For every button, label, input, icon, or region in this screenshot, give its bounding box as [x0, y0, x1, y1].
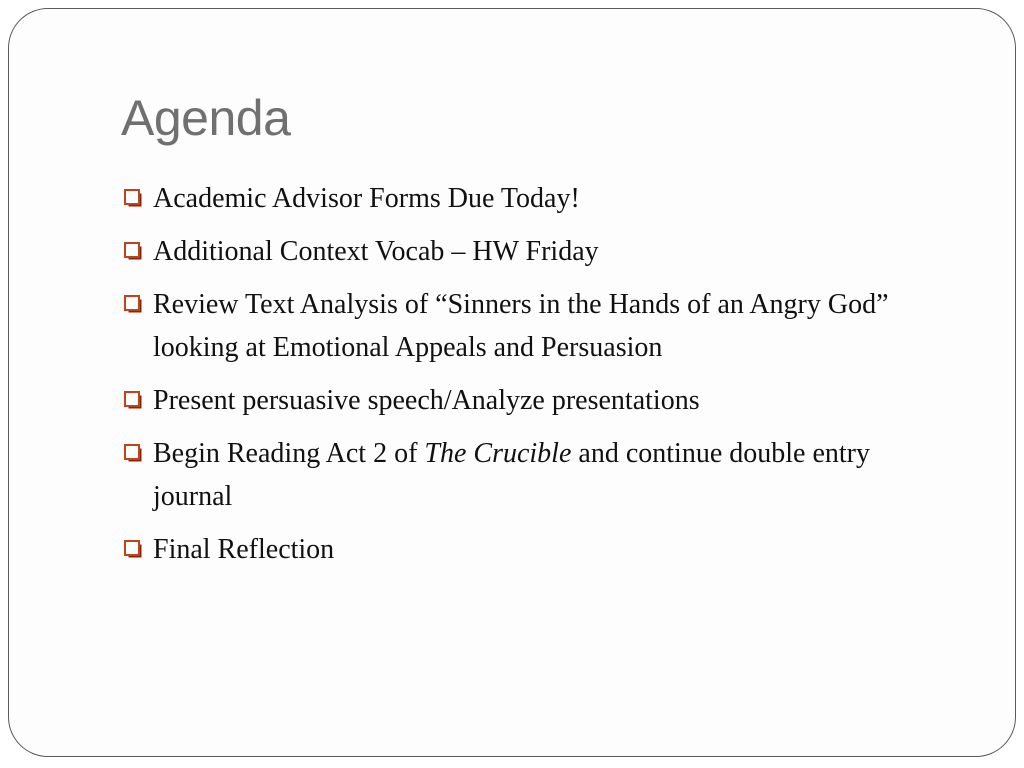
checkbox-square-bullet-icon — [124, 295, 143, 314]
agenda-item-text: Academic Advisor Forms Due Today! — [153, 183, 580, 214]
agenda-item-text: Present persuasive speech/Analyze presentations — [153, 385, 700, 416]
book-title: The Crucible — [424, 438, 572, 469]
agenda-item — [122, 283, 932, 369]
agenda-item — [122, 230, 932, 273]
agenda-item-text: Review Text Analysis of “Sinners in the Hands of an Angry God” looking at Emotional Appeals and Persuasion — [153, 289, 889, 363]
agenda-item — [122, 432, 932, 518]
agenda-item-text-before: Begin Reading Act 2 of — [153, 438, 425, 469]
checkbox-square-bullet-icon — [124, 444, 143, 463]
checkbox-square-bullet-icon — [124, 540, 143, 559]
agenda-item — [122, 528, 932, 571]
agenda-list — [122, 177, 932, 581]
slide-title: Agenda — [121, 90, 291, 146]
agenda-item — [122, 379, 932, 422]
agenda-item-text: Additional Context Vocab – HW Friday — [153, 236, 599, 267]
agenda-item-text-after: and continue double entry journal — [153, 438, 870, 512]
slide-frame — [8, 8, 1016, 757]
agenda-item-text: Final Reflection — [153, 534, 335, 565]
checkbox-square-bullet-icon — [124, 189, 143, 208]
checkbox-square-bullet-icon — [124, 391, 143, 410]
agenda-item — [122, 177, 932, 220]
checkbox-square-bullet-icon — [124, 242, 143, 261]
agenda-item-text — [153, 438, 870, 512]
